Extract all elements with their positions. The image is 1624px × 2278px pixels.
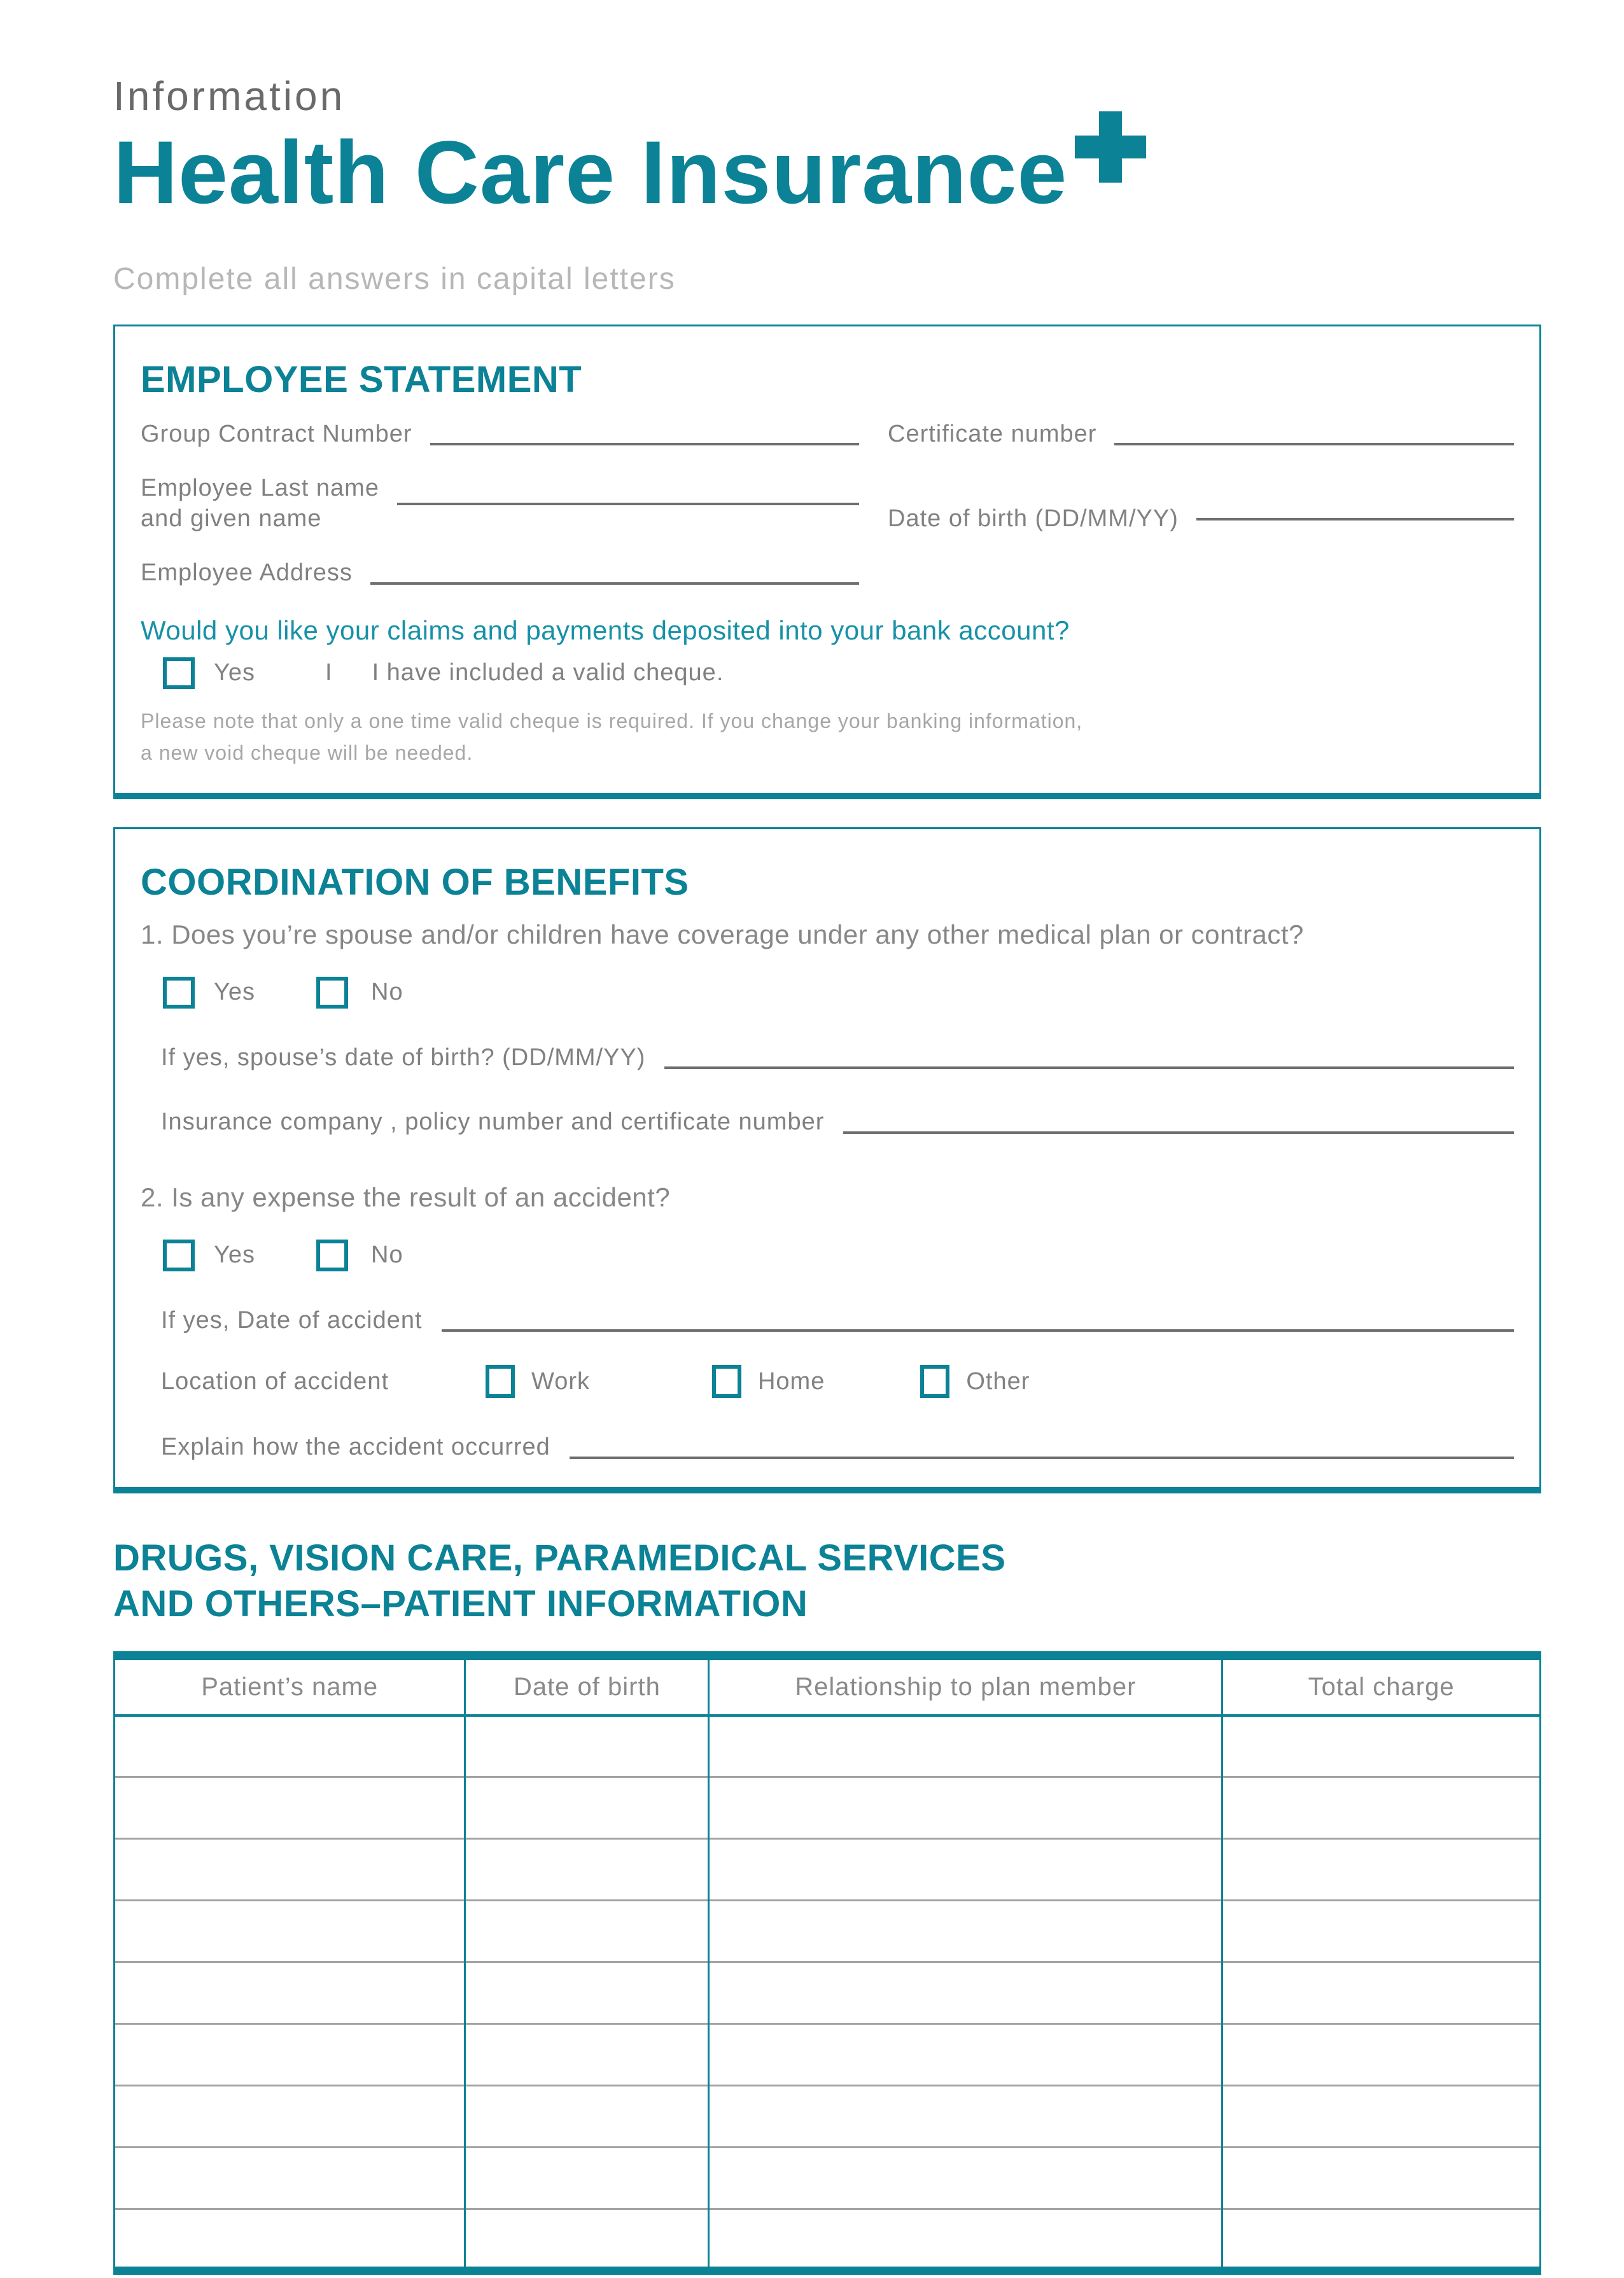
drugs-section-title-line2: AND OTHERS–PATIENT INFORMATION [113,1583,808,1625]
insurance-info-field [141,1107,1514,1138]
table-empty-cell[interactable] [1222,2086,1541,2148]
group-contract-number-label: Group Contract Number [141,420,412,447]
group-contract-number-field [141,419,859,450]
table-empty-cell[interactable] [465,2024,709,2086]
table-empty-cell[interactable] [115,1777,465,1839]
q2-no-checkbox[interactable] [316,1240,348,1271]
employee-name-label-line2: and given name [141,505,322,532]
other-label: Other [966,1367,1030,1395]
accident-explain-input-line[interactable] [570,1457,1514,1459]
table-empty-row [115,2209,1541,2271]
table-empty-cell[interactable] [709,1777,1222,1839]
cheque-note-line2: a new void cheque will be needed. [141,741,473,764]
table-empty-cell[interactable] [1222,2024,1541,2086]
table-empty-row [115,1777,1541,1839]
q1-no-checkbox[interactable] [316,977,348,1009]
q2-yes-label: Yes [214,1241,255,1269]
table-empty-cell[interactable] [709,1715,1222,1777]
q2-no-label: No [371,1241,403,1269]
bank-yes-row [141,657,1514,689]
claims-table-header [115,1656,1541,1715]
q1-yes-checkbox[interactable] [163,977,195,1009]
table-empty-row [115,1839,1541,1901]
cheque-note [141,706,1514,769]
table-empty-cell[interactable] [115,2086,465,2148]
table-empty-cell[interactable] [1222,1839,1541,1901]
accident-date-field [141,1306,1514,1336]
table-empty-cell[interactable] [709,1839,1222,1901]
q1-yes-label: Yes [214,979,255,1006]
table-empty-cell[interactable] [115,1839,465,1901]
insurance-info-label: Insurance company , policy number and certificate number [161,1108,825,1136]
address-row [141,558,1514,589]
employee-address-field [141,558,859,589]
employee-name-field [141,473,859,534]
certificate-number-input-line[interactable] [1114,443,1514,445]
bank-yes-label: Yes [214,659,255,687]
form-header [113,75,1541,297]
spouse-dob-field [141,1043,1514,1073]
table-empty-cell[interactable] [465,1901,709,1962]
certificate-number-label: Certificate number [888,420,1097,447]
employee-name-label [141,473,379,534]
bank-deposit-question: Would you like your claims and payments deposited into your bank account? [141,615,1070,645]
table-empty-cell[interactable] [709,2148,1222,2209]
table-empty-cell[interactable] [709,1962,1222,2024]
spouse-dob-input-line[interactable] [664,1066,1514,1069]
cheque-note-line1: Please note that only a one time valid cheque is required. If you change your banking information, [141,709,1083,732]
home-checkbox[interactable] [712,1365,741,1398]
q1-no-label: No [371,979,403,1006]
employee-address-label: Employee Address [141,559,353,587]
column-header-relationship: Relationship to plan member [709,1656,1222,1715]
employee-statement-section [113,325,1541,799]
drugs-section-title [113,1535,1541,1627]
table-empty-row [115,2086,1541,2148]
employee-name-label-line1: Employee Last name [141,475,379,502]
accident-date-label: If yes, Date of accident [161,1306,423,1334]
plus-icon [1075,111,1146,183]
column-header-date-of-birth: Date of birth [465,1656,709,1715]
table-empty-cell[interactable] [465,1839,709,1901]
q1-yes-no-row [141,977,1514,1009]
table-empty-cell[interactable] [1222,1777,1541,1839]
drugs-section-title-line1: DRUGS, VISION CARE, PARAMEDICAL SERVICES [113,1537,1006,1579]
bank-separator: I [325,659,333,687]
table-empty-cell[interactable] [709,1901,1222,1962]
accident-explain-field [141,1432,1514,1463]
table-empty-cell[interactable] [709,2209,1222,2271]
column-header-total-charge: Total charge [1222,1656,1541,1715]
home-label: Home [757,1367,825,1395]
table-empty-cell[interactable] [465,2086,709,2148]
spouse-dob-label: If yes, spouse’s date of birth? (DD/MM/YY) [161,1044,646,1071]
table-empty-cell[interactable] [709,2024,1222,2086]
table-empty-cell[interactable] [1222,2209,1541,2271]
contract-certificate-row [141,419,1514,450]
table-empty-cell[interactable] [115,1715,465,1777]
table-empty-cell[interactable] [465,1962,709,2024]
table-empty-cell[interactable] [1222,1901,1541,1962]
table-empty-cell[interactable] [465,2148,709,2209]
form-instructions: Complete all answers in capital letters [113,262,676,297]
table-empty-row [115,2024,1541,2086]
work-label: Work [531,1367,590,1395]
form-title [113,122,1541,223]
table-empty-cell[interactable] [115,2148,465,2209]
claims-table-body [115,1715,1541,2271]
table-empty-row [115,1962,1541,2024]
table-empty-cell[interactable] [465,2209,709,2271]
form-title-text: Health Care Insurance [113,122,1068,223]
certificate-number-field [888,419,1514,450]
work-checkbox[interactable] [486,1365,515,1398]
name-dob-row [141,473,1514,534]
table-empty-cell[interactable] [465,1715,709,1777]
accident-explain-label: Explain how the accident occurred [161,1434,550,1461]
insurance-info-input-line[interactable] [843,1131,1514,1134]
table-empty-row [115,1715,1541,1777]
location-option-other [920,1365,1030,1398]
other-checkbox[interactable] [920,1365,949,1398]
table-empty-row [115,2148,1541,2209]
table-empty-cell[interactable] [1222,1715,1541,1777]
bank-yes-checkbox[interactable] [163,657,195,689]
question-1: 1. Does you’re spouse and/or children have coverage under any other medical plan or contract? [141,919,1304,949]
table-empty-cell[interactable] [465,1777,709,1839]
table-empty-cell[interactable] [115,2024,465,2086]
coordination-of-benefits-heading: COORDINATION OF BENEFITS [141,862,689,904]
date-of-birth-input-line[interactable] [1196,518,1514,521]
table-empty-row [115,1901,1541,1962]
table-empty-cell[interactable] [709,2086,1222,2148]
q2-yes-no-row [141,1240,1514,1271]
q2-yes-checkbox[interactable] [163,1240,195,1271]
date-of-birth-label: Date of birth (DD/MM/YY) [888,505,1179,532]
date-of-birth-field [888,504,1514,535]
table-empty-cell[interactable] [115,2209,465,2271]
accident-location-label: Location of accident [161,1367,389,1395]
table-empty-cell[interactable] [1222,1962,1541,2024]
bank-cheque-text: I have included a valid cheque. [372,659,724,687]
employee-address-input-line[interactable] [370,582,859,585]
location-option-work [486,1365,590,1398]
form-kicker: Information [113,73,346,119]
group-contract-number-input-line[interactable] [430,443,860,445]
table-empty-cell[interactable] [115,1901,465,1962]
accident-date-input-line[interactable] [442,1329,1514,1332]
column-header-patient-name: Patient’s name [115,1656,465,1715]
accident-location-row [141,1365,1514,1398]
location-option-home [712,1365,825,1398]
table-empty-cell[interactable] [115,1962,465,2024]
table-empty-cell[interactable] [1222,2148,1541,2209]
patient-claims-table [113,1651,1541,2275]
question-2: 2. Is any expense the result of an accident? [141,1182,671,1212]
coordination-of-benefits-section [113,827,1541,1493]
employee-statement-heading: EMPLOYEE STATEMENT [141,359,582,401]
employee-name-input-line[interactable] [397,503,859,505]
